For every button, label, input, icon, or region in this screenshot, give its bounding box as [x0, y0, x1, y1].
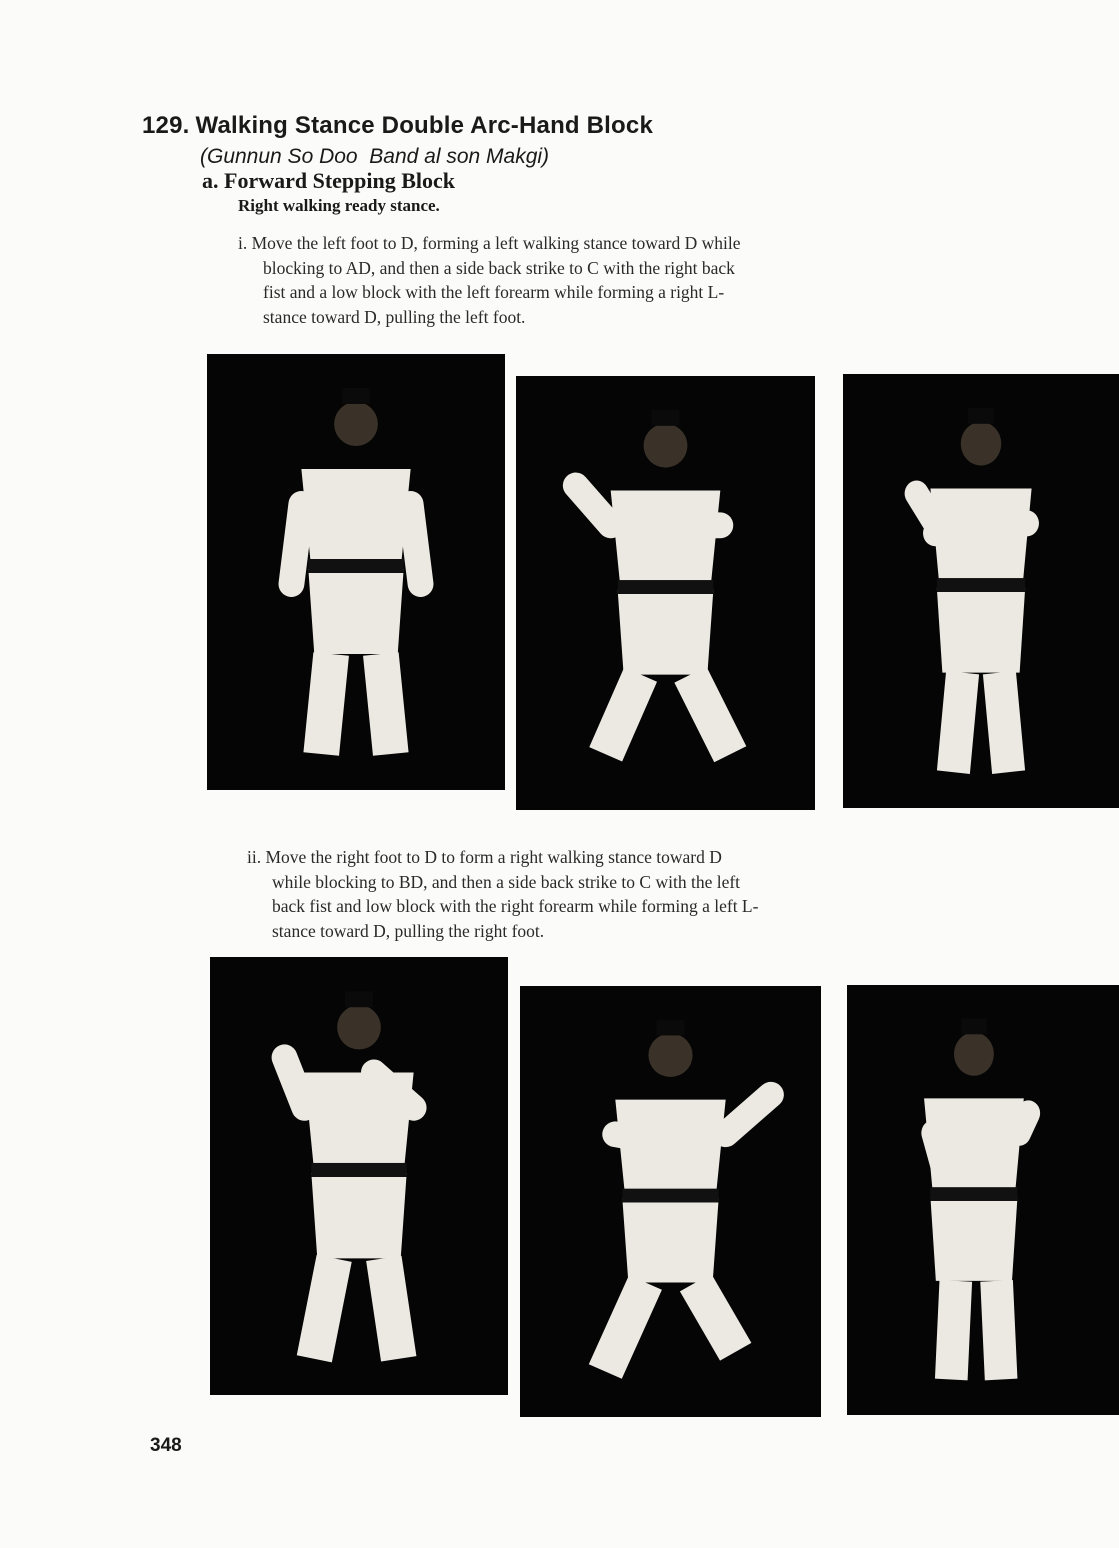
korean-name: (Gunnun So Doo Band al son Makgi) — [200, 145, 550, 168]
photo-step-ii-3 — [847, 985, 1119, 1415]
text-line: while blocking to BD, and then a side back strike to C with the left — [272, 871, 741, 892]
martial-artist-figure — [207, 354, 505, 790]
page-number: 348 — [150, 1435, 182, 1456]
heading-number: 129. — [142, 112, 190, 139]
text-line: stance toward D, pulling the right foot. — [272, 920, 545, 941]
text-line: fist and a low block with the left forearm while forming a right L- — [263, 282, 725, 302]
subsection-title: a. Forward Stepping Block — [202, 168, 456, 193]
martial-artist-figure — [210, 957, 508, 1395]
martial-artist-figure — [843, 374, 1119, 808]
ready-stance: Right walking ready stance. — [238, 196, 440, 215]
text-line: i. Move the left foot to D, forming a left walking stance toward D while — [238, 233, 741, 253]
text-line: blocking to AD, and then a side back strike to C with the right back — [263, 257, 735, 278]
heading-title: Walking Stance Double Arc-Hand Block — [195, 112, 654, 139]
photo-step-i-1 — [207, 354, 505, 790]
text-line: stance toward D, pulling the left foot. — [263, 306, 526, 327]
text-line: back fist and low block with the right forearm while forming a left L- — [272, 896, 759, 916]
step-i-text — [238, 231, 973, 329]
photo-step-ii-1 — [210, 957, 508, 1395]
martial-artist-figure — [847, 985, 1119, 1415]
photo-step-i-2 — [516, 376, 815, 810]
section-heading — [142, 112, 653, 140]
step-ii-text — [247, 845, 982, 943]
text-line: ii. Move the right foot to D to form a right walking stance toward D — [247, 847, 722, 867]
martial-artist-figure — [516, 376, 815, 810]
photo-step-ii-2 — [520, 986, 821, 1417]
photo-step-i-3 — [843, 374, 1119, 808]
martial-artist-figure — [520, 986, 821, 1417]
